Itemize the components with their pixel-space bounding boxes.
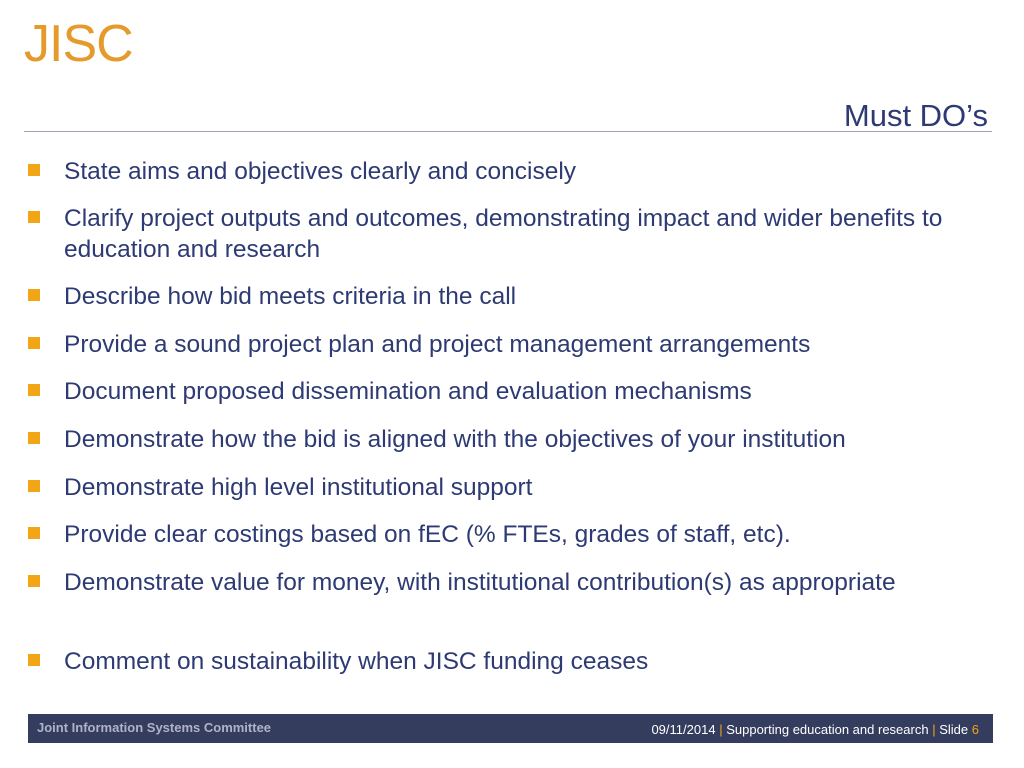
jisc-logo: JISC — [24, 15, 133, 73]
footer-date: 09/11/2014 — [651, 722, 716, 737]
bullet-square-icon — [28, 211, 40, 223]
bullet-text: Provide clear costings based on fEC (% FTEs, grades of staff, etc). — [64, 521, 791, 548]
bullet-square-icon — [28, 527, 40, 539]
bullet-text: Document proposed dissemination and evaluation mechanisms — [64, 378, 752, 405]
bullet-square-icon — [28, 164, 40, 176]
bullet-square-icon — [28, 384, 40, 396]
footer-org-name: Joint Information Systems Committee — [37, 720, 272, 735]
slide-title: Must DO’s — [843, 98, 988, 133]
bullet-square-icon — [28, 575, 40, 587]
footer-info — [651, 722, 979, 737]
bullet-square-icon — [28, 289, 40, 301]
footer-bar — [28, 714, 993, 743]
bullet-item — [28, 567, 988, 631]
bullet-text: State aims and objectives clearly and concisely — [64, 158, 577, 185]
bullet-text: Demonstrate how the bid is aligned with the objectives of your institution — [64, 426, 846, 453]
bullet-text: Comment on sustainability when JISC funding ceases — [64, 648, 649, 675]
bullet-item — [28, 203, 988, 267]
bullet-square-icon — [28, 337, 40, 349]
footer-separator: | — [932, 722, 936, 737]
bullet-text: Clarify project outputs and outcomes, demonstrating impact and wider benefits to education and research — [64, 205, 943, 263]
footer-slide-label: Slide — [939, 722, 969, 737]
bullet-text: Demonstrate high level institutional support — [64, 474, 533, 501]
bullet-text: Describe how bid meets criteria in the call — [64, 283, 517, 310]
bullet-text: Provide a sound project plan and project management arrangements — [64, 331, 811, 358]
footer-separator: | — [719, 722, 723, 737]
bullet-square-icon — [28, 432, 40, 444]
footer-tagline: Supporting education and research — [726, 722, 929, 737]
bullet-square-icon — [28, 654, 40, 666]
bullet-text: Demonstrate value for money, with institutional contribution(s) as appropriate — [64, 569, 896, 596]
footer-slide-number: 6 — [971, 722, 979, 737]
bullet-square-icon — [28, 480, 40, 492]
bullet-item — [28, 646, 988, 710]
